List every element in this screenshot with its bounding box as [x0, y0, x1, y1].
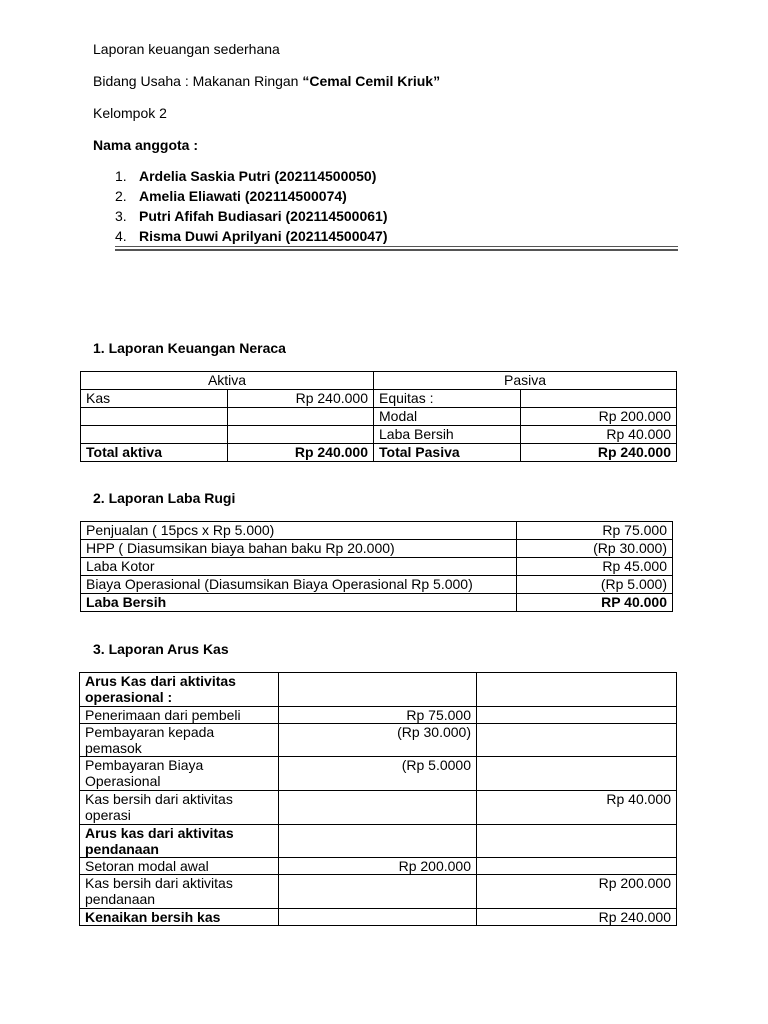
table-total-row: Total aktiva Rp 240.000 Total Pasiva Rp 240.000 — [81, 444, 677, 462]
divider-thick — [115, 249, 678, 251]
table-row: Biaya Operasional (Diasumsikan Biaya Operasional Rp 5.000) (Rp 5.000) — [81, 576, 673, 594]
list-item: 4. Risma Duwi Aprilyani (202114500047) — [115, 228, 388, 244]
pasiva-header: Pasiva — [374, 372, 677, 390]
members-label: Nama anggota : — [93, 137, 199, 153]
business-prefix: Bidang Usaha : Makanan Ringan — [93, 73, 303, 89]
table-row: Arus kas dari aktivitas pendanaan — [80, 825, 677, 858]
table-row: Kas bersih dari aktivitas pendanaan Rp 200.000 — [80, 875, 677, 909]
table-row: Arus Kas dari aktivitas operasional : — [80, 673, 677, 707]
business-name: “Cemal Cemil Kriuk” — [302, 73, 441, 89]
list-item: 3. Putri Afifah Budiasari (202114500061) — [115, 208, 388, 224]
laba-rugi-title: 2. Laporan Laba Rugi — [93, 490, 236, 506]
document-title: Laporan keuangan sederhana — [93, 41, 280, 57]
table-header-row — [81, 372, 677, 390]
list-item: 1. Ardelia Saskia Putri (202114500050) — [115, 168, 377, 184]
table-row: HPP ( Diasumsikan biaya bahan baku Rp 20.000) (Rp 30.000) — [81, 540, 673, 558]
divider-thin — [115, 246, 678, 247]
arus-kas-table — [79, 672, 677, 926]
table-row: Kas Rp 240.000 Equitas : — [81, 390, 677, 408]
table-total-row: Laba Bersih RP 40.000 — [81, 594, 673, 612]
table-row: Laba Kotor Rp 45.000 — [81, 558, 673, 576]
arus-kas-title: 3. Laporan Arus Kas — [93, 641, 229, 657]
neraca-table — [80, 371, 677, 462]
table-row: Penjualan ( 15pcs x Rp 5.000) Rp 75.000 — [81, 522, 673, 540]
table-row: Kas bersih dari aktivitas operasi Rp 40.000 — [80, 791, 677, 825]
table-row: Modal Rp 200.000 — [81, 408, 677, 426]
members-list — [93, 166, 388, 246]
table-row: Setoran modal awal Rp 200.000 — [80, 858, 677, 875]
list-item: 2. Amelia Eliawati (202114500074) — [115, 188, 347, 204]
table-row: Pembayaran Biaya Operasional (Rp 5.0000 — [80, 757, 677, 791]
laba-rugi-table — [80, 521, 673, 612]
table-row: Penerimaan dari pembeli Rp 75.000 — [80, 707, 677, 724]
aktiva-header: Aktiva — [81, 372, 374, 390]
table-row: Laba Bersih Rp 40.000 — [81, 426, 677, 444]
table-total-row: Kenaikan bersih kas Rp 240.000 — [80, 909, 677, 926]
business-line — [93, 73, 440, 89]
neraca-title: 1. Laporan Keuangan Neraca — [93, 340, 286, 356]
table-row: Pembayaran kepada pemasok (Rp 30.000) — [80, 724, 677, 757]
group-name: Kelompok 2 — [93, 105, 167, 121]
